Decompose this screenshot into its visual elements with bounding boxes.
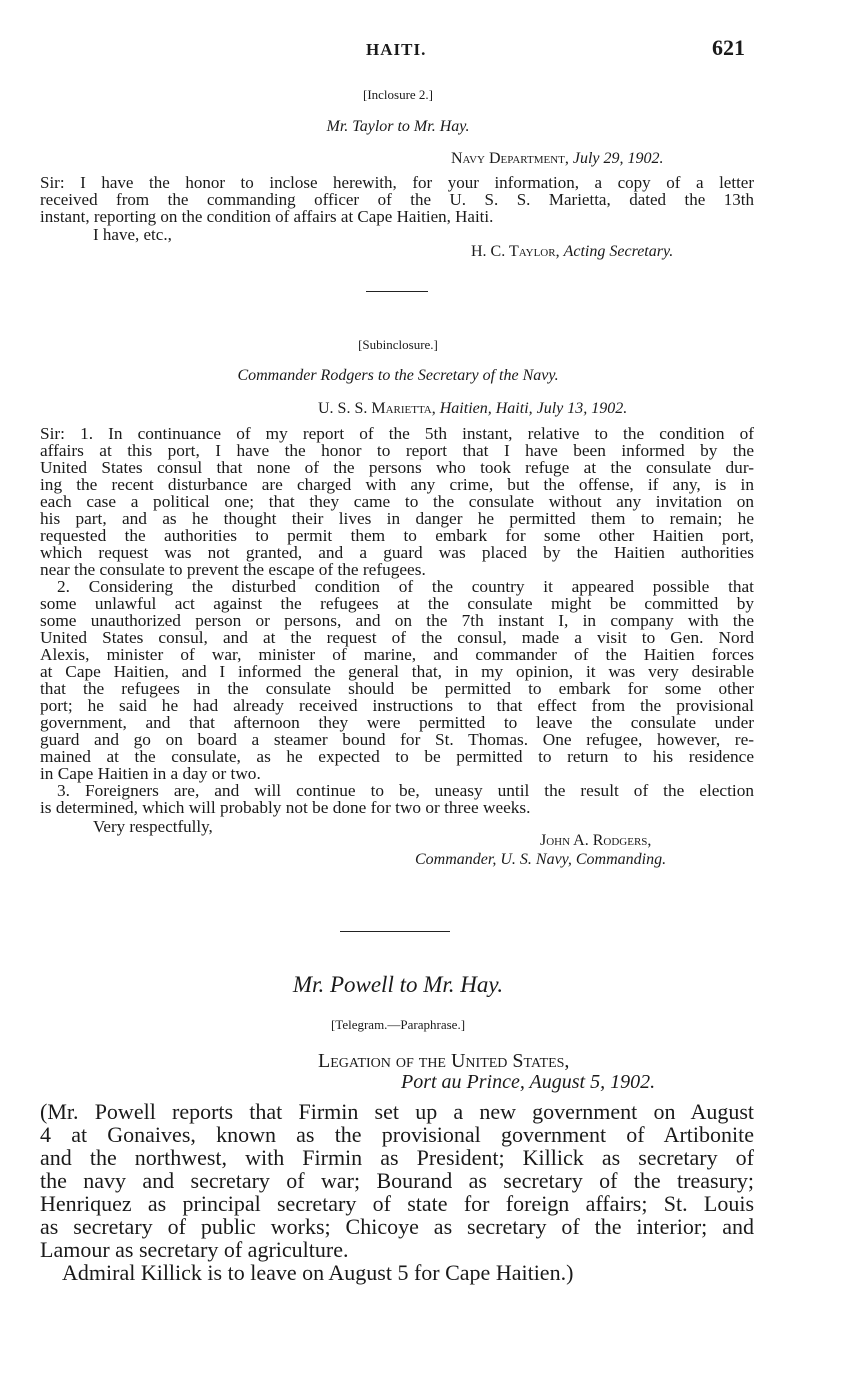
inclosure-label: [Inclosure 2.] xyxy=(362,87,434,102)
body-line: affairs at this port, I have the honor to report that I have been informed by the xyxy=(40,441,754,460)
running-head: HAITI. xyxy=(366,40,427,59)
signature-taylor xyxy=(471,243,673,261)
body-line: 2. Considering the disturbed condition of the country it appeared possible that xyxy=(57,577,754,596)
body-line: Alexis, minister of war, minister of marine, and commander of the Haitien forces xyxy=(40,645,754,664)
body-line: 3. Foreigners are, and will continue to be, uneasy until the result of the election xyxy=(57,781,754,800)
body-line: each case a political one; that they came to the consulate without any invitation on xyxy=(40,492,754,511)
signature-name: John A. Rodgers, xyxy=(540,832,652,849)
body-line: (Mr. Powell reports that Firmin set up a new government on August xyxy=(40,1099,754,1124)
body-line: as secretary of public works; Chicoye as secretary of the interior; and xyxy=(40,1214,754,1239)
telegram-label: [Telegram.—Paraphrase.] xyxy=(330,1017,466,1032)
body-line: that the refugees in the consulate should be permitted to embark for some other xyxy=(40,679,754,698)
section-divider xyxy=(366,291,428,292)
page-number: 621 xyxy=(712,35,745,60)
letter-heading-taylor: Mr. Taylor to Mr. Hay. xyxy=(326,118,470,135)
body-line: in Cape Haitien in a day or two. xyxy=(40,764,261,783)
letter-heading-rodgers: Commander Rodgers to the Secretary of the Navy. xyxy=(237,367,559,384)
body-line: is determined, which will probably not be done for two or three weeks. xyxy=(40,798,531,817)
signature-title: Acting Secretary. xyxy=(563,243,674,260)
body-line: Admiral Killick is to leave on August 5 for Cape Haitien.) xyxy=(62,1260,574,1285)
body-line: the navy and secretary of war; Bourand as secretary of the treasury; xyxy=(40,1168,754,1193)
dateline-navy xyxy=(451,150,664,168)
body-line: ing the recent disturbance are charged with any crime, but the offense, if any, is in xyxy=(40,475,754,494)
body-line: received from the commanding officer of the U. S. S. Marietta, dated the 13th xyxy=(40,190,754,209)
body-line: guard and go on board a steamer bound for St. Thomas. One refugee, however, re- xyxy=(40,730,754,749)
signature-title: Commander, U. S. Navy, Commanding. xyxy=(415,851,667,868)
body-line: and the northwest, with Firmin as President; Killick as secretary of xyxy=(40,1145,754,1170)
body-line: near the consulate to prevent the escape of the refugees. xyxy=(40,560,426,579)
body-line: Lamour as secretary of agriculture. xyxy=(40,1237,349,1262)
closing: Very respectfully, xyxy=(93,817,213,836)
body-line: some unauthorized person or persons, and on the 7th instant I, in company with the xyxy=(40,611,754,630)
signature-name: H. C. Taylor, xyxy=(471,243,560,260)
body-line: Henriquez as principal secretary of state for foreign affairs; St. Louis xyxy=(40,1191,754,1216)
section-divider xyxy=(340,931,450,932)
closing: I have, etc., xyxy=(93,225,172,244)
body-line: Sir: I have the honor to inclose herewith, for your information, a copy of a letter xyxy=(40,173,754,192)
dateline-date: July 29, 1902. xyxy=(572,150,664,167)
dateline-place: Navy Department, xyxy=(451,150,569,167)
body-line: United States consul that none of the persons who took refuge at the consulate dur- xyxy=(40,458,754,477)
body-line: which request was not granted, and a guard was placed by the Haitien authorities xyxy=(40,543,754,562)
body-line: Sir: 1. In continuance of my report of the 5th instant, relative to the condition of xyxy=(40,424,754,443)
body-line: requested the authorities to permit them to embark for some other Haitien port, xyxy=(40,526,754,545)
dateline-date: Haitien, Haiti, July 13, 1902. xyxy=(439,400,628,417)
subinclosure-label: [Subinclosure.] xyxy=(358,337,438,352)
dateline-marietta xyxy=(318,400,627,418)
dateline-place: U. S. S. Marietta, xyxy=(318,400,436,417)
body-line: government, and that afternoon they were permitted to leave the consulate under xyxy=(40,713,754,732)
body-line: mained at the consulate, as he expected to be permitted to return to his residence xyxy=(40,747,754,766)
body-line: port; he said he had already received instructions to that effect from the provisional xyxy=(40,696,754,715)
dateline-date: Port au Prince, August 5, 1902. xyxy=(401,1071,656,1093)
body-line: some unlawful act against the refugees at the consulate might be committed by xyxy=(40,594,754,613)
body-line: at Cape Haitien, and I informed the general that, in my opinion, it was very desirable xyxy=(40,662,754,681)
body-line: United States consul, and at the request of the consul, made a visit to Gen. Nord xyxy=(40,628,754,647)
body-line: his part, and as he thought their lives in danger he permitted them to remain; he xyxy=(40,509,754,528)
letter-heading-powell: Mr. Powell to Mr. Hay. xyxy=(292,972,504,997)
body-line: instant, reporting on the condition of affairs at Cape Haitien, Haiti. xyxy=(40,207,494,226)
dateline-place: Legation of the United States, xyxy=(318,1050,570,1072)
body-line: 4 at Gonaives, known as the provisional government of Artibonite xyxy=(40,1122,754,1147)
